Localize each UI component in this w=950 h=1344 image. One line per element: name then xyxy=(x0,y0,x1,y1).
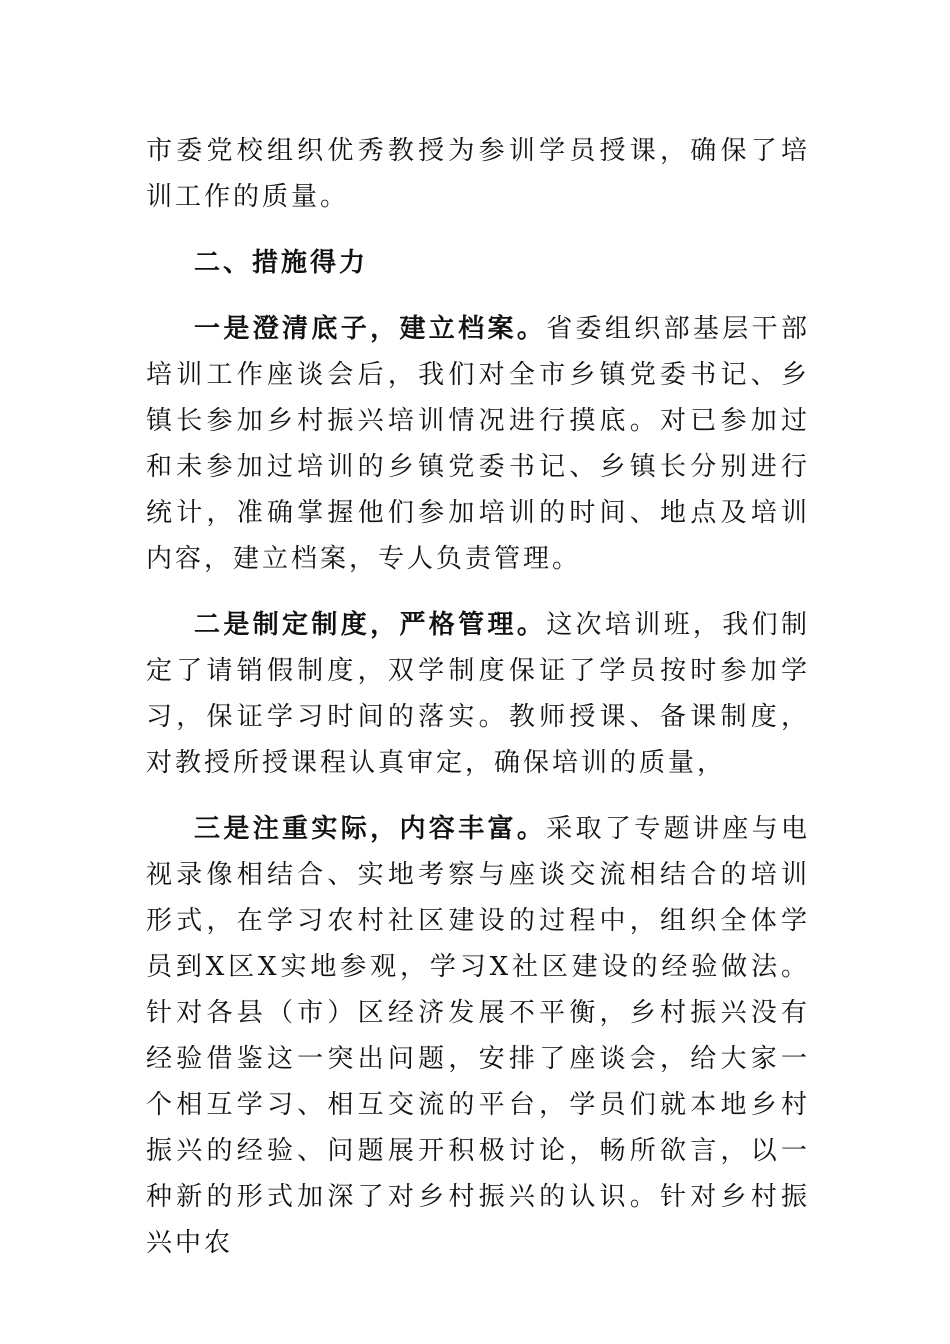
document-body xyxy=(146,128,810,1286)
item-1-lead: 一是澄清底子，建立档案。 xyxy=(194,314,547,344)
item-2-lead: 二是制定制度，严格管理。 xyxy=(194,610,547,640)
item-3-lead: 三是注重实际，内容丰富。 xyxy=(194,814,547,844)
paragraph-item-3 xyxy=(146,806,810,1266)
section-heading: 二、措施得力 xyxy=(194,248,369,278)
item-3-body: 采取了专题讲座与电视录像相结合、实地考察与座谈交流相结合的培训形式，在学习农村社区建设的过程中，组织全体学员到X区X实地参观，学习X社区建设的经验做法。针对各县（市）区经济发展不平衡，乡村振兴没有经验借鉴这一突出问题，安排了座谈会，给大家一个相互学习、相互交流的平台，学员们就本地乡村振兴的经验、问题展开积极讨论，畅所欲言，以一种新的形式加深了对乡村振兴的认识。针对乡村振兴中农 xyxy=(146,814,810,1258)
paragraph-intro: 市委党校组织优秀教授为参训学员授课，确保了培训工作的质量。 xyxy=(146,136,810,212)
item-2-body: 这次培训班，我们制定了请销假制度，双学制度保证了学员按时参加学习，保证学习时间的落实。教师授课、备课制度，对教授所授课程认真审定，确保培训的质量， xyxy=(146,610,810,778)
paragraph-item-1 xyxy=(146,306,810,582)
item-1-body: 省委组织部基层干部培训工作座谈会后，我们对全市乡镇党委书记、乡镇长参加乡村振兴培训情况进行摸底。对已参加过和未参加过培训的乡镇党委书记、乡镇长分别进行统计，准确掌握他们参加培训的时间、地点及培训内容，建立档案，专人负责管理。 xyxy=(146,314,810,574)
paragraph-item-2 xyxy=(146,602,810,786)
